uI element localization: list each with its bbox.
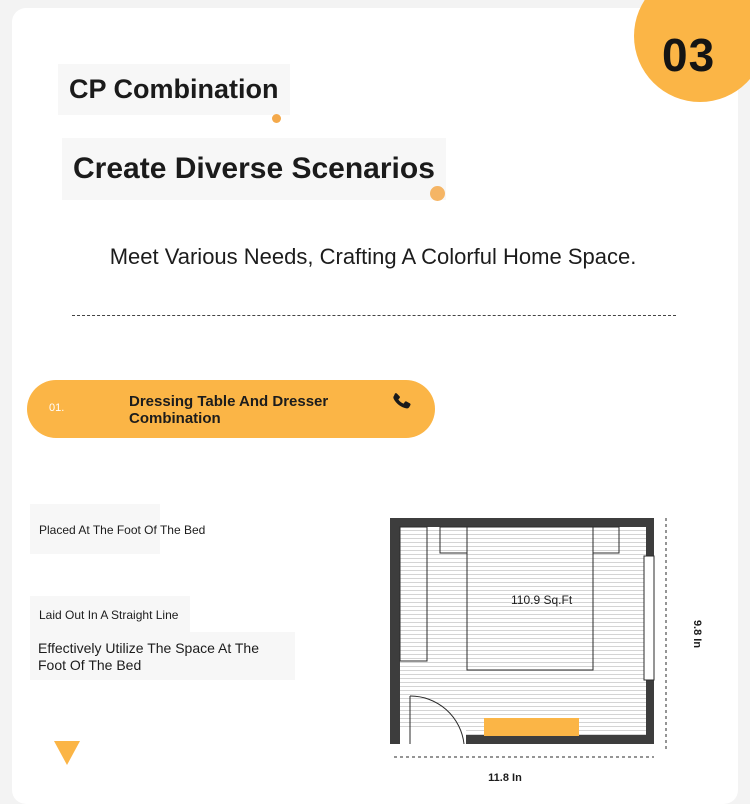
room-area-label: 110.9 Sq.Ft (511, 593, 573, 607)
down-arrow-icon (54, 741, 80, 765)
accent-dot (430, 186, 445, 201)
page-title: CP Combination (58, 64, 290, 115)
section-number: 03 (662, 29, 716, 81)
benefit-line2: Foot Of The Bed (38, 657, 142, 673)
placement-label: Placed At The Foot Of The Bed (39, 523, 206, 537)
layout-label: Laid Out In A Straight Line (39, 608, 179, 622)
combination-index: 01. (49, 402, 65, 414)
tagline: Meet Various Needs, Crafting A Colorful Home Space. (109, 244, 637, 269)
phone-icon (388, 388, 414, 414)
dashed-divider (72, 315, 676, 316)
accent-dot (272, 114, 281, 123)
benefit-line1: Effectively Utilize The Space At The (38, 640, 260, 656)
room-floor (400, 527, 646, 735)
floor-plan (386, 514, 716, 794)
page-subtitle: Create Diverse Scenarios (62, 138, 446, 200)
window (644, 556, 654, 680)
combination-title-line1: Dressing Table And Dresser (129, 393, 329, 410)
combination-title-line2: Combination (129, 410, 221, 427)
dressing-table (484, 718, 579, 736)
height-dimension-label: 9.8 In (691, 619, 703, 649)
benefit-label (38, 640, 298, 674)
width-dimension-label: 11.8 In (488, 772, 522, 784)
combination-title (129, 393, 349, 427)
